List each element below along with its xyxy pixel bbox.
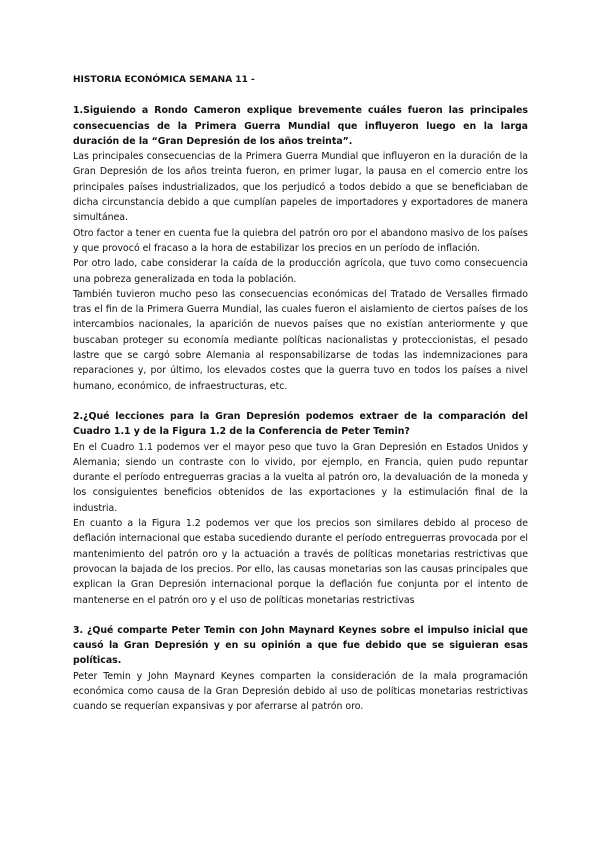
- answer-2-paragraph-1: En el Cuadro 1.1 podemos ver el mayor peso que tuvo la Gran Depresión en Estados Unidos y Alemania; siendo un contraste con lo vivido, por ejemplo, en Francia, quien pudo repuntar durante el período entreguerras gracias a la vuelta al patrón oro, la devaluación de la moneda y los consiguientes beneficios obtenidos de las exportaciones y la estimulación final de la industria.: [73, 441, 528, 514]
- question-2: 2.¿Qué lecciones para la Gran Depresión podemos extraer de la comparación del Cuadro 1.1 y de la Figura 1.2 de la Conferencia de Peter Temin?: [73, 410, 528, 438]
- answer-1-paragraph-3: Por otro lado, cabe considerar la caída de la producción agrícola, que tuvo como consecuencia una pobreza generalizada en toda la población.: [73, 258, 528, 285]
- answer-3-paragraph-1: Peter Temin y John Maynard Keynes comparten la consideración de la mala programación económica como causa de la Gran Depresión debido al uso de políticas monetarias restrictivas cuando se requerían expansivas y por aferrarse al patrón oro.: [73, 670, 528, 713]
- answer-1-paragraph-1: Las principales consecuencias de la Primera Guerra Mundial que influyeron en la duración de la Gran Depresión de los años treinta fueron, en primer lugar, la pausa en el comercio entre los principales países industrializados, que los perjudicó a todos debido a que se beneficiaban de dicha circunstancia debido a que cumplían papeles de importadores y exportadores de manera simultánea.: [73, 151, 528, 224]
- section-1: [73, 103, 528, 394]
- answer-1-paragraph-2: Otro factor a tener en cuenta fue la quiebra del patrón oro por el abandono masivo de los países y que provocó el fracaso a la hora de estabilizar los precios en un período de inflación.: [73, 227, 528, 254]
- question-3: 3. ¿Qué comparte Peter Temin con John Maynard Keynes sobre el impulso inicial que causó la Gran Depresión y en su opinión a que fue debido que se siguieran esas políticas.: [73, 624, 528, 667]
- section-2: [73, 409, 528, 608]
- answer-1-paragraph-4: También tuvieron mucho peso las consecuencias económicas del Tratado de Versalles firmado tras el fin de la Primera Guerra Mundial, las cuales fueron el aislamiento de ciertos países de los intercambios nacionales, la aparición de nuevos países que no existían anteriormente y que buscaban proteger su economía mediante políticas nacionalistas y proteccionistas, el pesado lastre que se cargó sobre Alemania al responsabilizarse de todas las indemnizaciones para reparaciones y, por último, los elevados costes que la guerra tuvo en todos los países a nivel humano, económico, de infraestructuras, etc.: [73, 288, 528, 392]
- question-1: 1.Siguiendo a Rondo Cameron explique brevemente cuáles fueron las principales consecuencias de la Primera Guerra Mundial que influyeron luego en la larga duración de la “Gran Depresión de los años treinta”.: [73, 105, 528, 147]
- answer-2-paragraph-2: En cuanto a la Figura 1.2 podemos ver que los precios son similares debido al proceso de deflación internacional que estaba sucediendo durante el período entreguerras provocada por el mantenimiento del patrón oro y la actuación a través de políticas monetarias restrictivas que provocan la bajada de los precios. Por ello, las causas monetarias son las causas principales que explican la Gran Depresión internacional porque la deflación fue conjunta por el intento de mantenerse en el patrón oro y el uso de políticas monetarias restrictivas: [73, 518, 528, 606]
- spacer: [73, 608, 528, 623]
- spacer: [73, 394, 528, 409]
- document-title: HISTORIA ECONÓMICA SEMANA 11 -: [73, 75, 255, 85]
- section-3: [73, 623, 528, 715]
- document-page: [73, 73, 528, 715]
